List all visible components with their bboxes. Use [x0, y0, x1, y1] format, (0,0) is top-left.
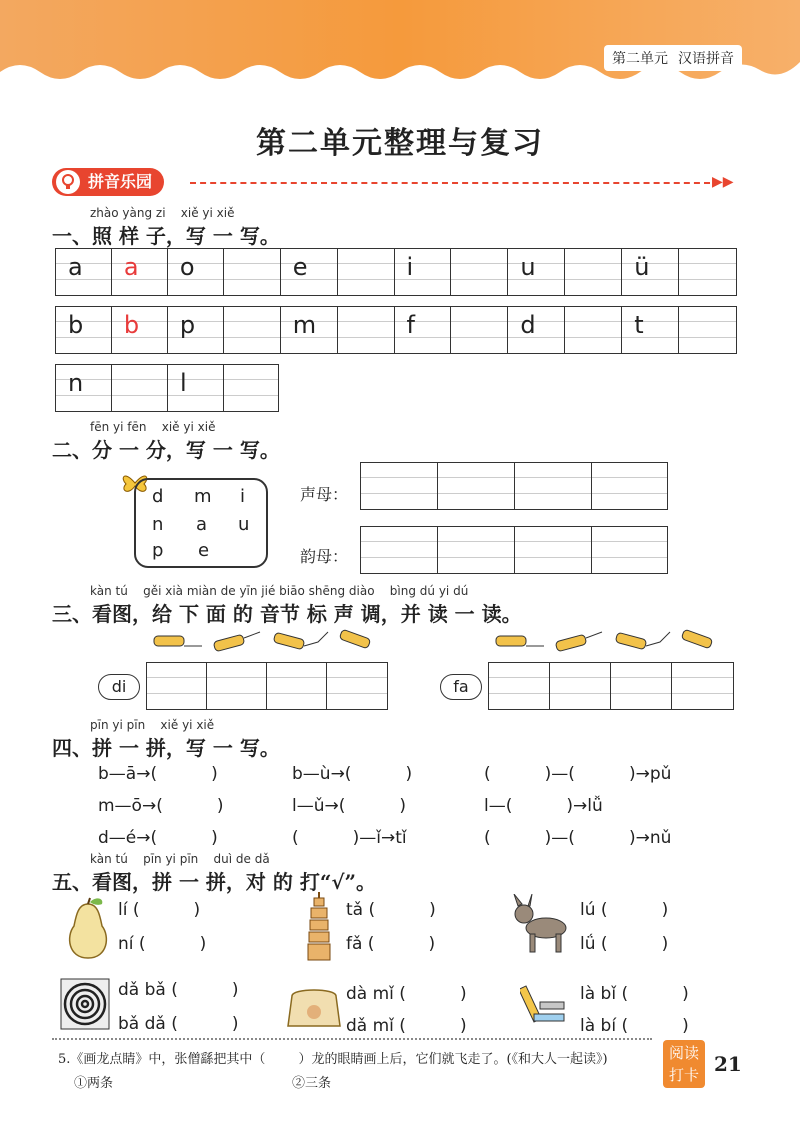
grid-cell: n [56, 365, 112, 411]
grid-cell[interactable] [611, 663, 672, 709]
q4-title: 四、拼 一 拼，写 一 写。 [52, 736, 280, 760]
grid-cell: b [56, 307, 112, 353]
section-arrow-icon: ▶▶ [712, 174, 734, 190]
grid-cell[interactable] [565, 249, 622, 295]
letter: a [196, 514, 208, 535]
pagoda-icon [302, 892, 336, 968]
grid-cell: ü [622, 249, 679, 295]
grid-cell: t [622, 307, 679, 353]
page-number: 21 [714, 1052, 742, 1076]
grid-cell: l [168, 365, 224, 411]
footer-divider [52, 1038, 652, 1040]
q1-grid-row3 [55, 364, 279, 412]
q4-pinyin: pīn yi pīn xiě yi xiě [90, 718, 215, 732]
q1-pinyin: zhào yàng zi xiě yi xiě [90, 206, 235, 220]
q4-item[interactable]: b—ā→( ) [98, 764, 218, 784]
initials-label: 声母： [300, 485, 349, 504]
q3-title: 三、看图，给 下 面 的 音节 标 声 调，并 读 一 读。 [52, 602, 522, 626]
q5-option[interactable]: dǎ mǐ ( ) [346, 1016, 467, 1036]
q1-grid-row1 [55, 248, 737, 296]
grid-cell[interactable] [224, 249, 281, 295]
grid-cell[interactable]: a [112, 249, 168, 295]
section-label-text: 拼音乐园 [88, 172, 153, 191]
badge-line1: 阅读 [668, 1044, 699, 1062]
grid-cell[interactable] [565, 307, 622, 353]
q5-option[interactable]: lú ( ) [580, 900, 669, 920]
reading-option-2[interactable]: ②三条 [292, 1076, 332, 1091]
q5-title: 五、看图，拼 一 拼，对 的 打“√”。 [52, 870, 377, 894]
letter: p [152, 540, 164, 561]
q5-option[interactable]: là bǐ ( ) [580, 984, 689, 1004]
grid-cell: i [395, 249, 452, 295]
letter: i [240, 486, 246, 507]
q1-title: 一、照 样 子，写 一 写。 [52, 224, 280, 248]
initials-grid [360, 462, 668, 510]
donkey-icon [508, 894, 574, 960]
q2-title: 二、分 一 分，写 一 写。 [52, 438, 280, 462]
q4-item[interactable]: l—( )→lǚ [484, 796, 603, 816]
q1-grid-row2 [55, 306, 737, 354]
grid-cell[interactable] [438, 463, 515, 509]
tone-grid-left [146, 662, 388, 710]
grid-cell[interactable] [338, 249, 395, 295]
q5-option[interactable]: lǘ ( ) [580, 934, 669, 954]
grid-cell: u [508, 249, 565, 295]
section-label [52, 168, 164, 196]
grid-cell: m [281, 307, 338, 353]
grid-cell[interactable] [592, 463, 667, 509]
letter: n [152, 514, 164, 535]
badge-line2: 打卡 [668, 1066, 699, 1084]
grid-cell[interactable] [679, 307, 736, 353]
q3-pinyin: kàn tú gěi xià miàn de yīn jié biāo shēng diào bìng dú yi dú [90, 584, 469, 598]
tone-car-icons-right [492, 628, 732, 660]
q4-item[interactable]: b—ù→( ) [292, 764, 413, 784]
finals-label: 韵母： [300, 547, 349, 566]
grid-cell: p [168, 307, 224, 353]
grid-cell[interactable] [361, 463, 438, 509]
reading-option-1[interactable]: ①两条 [74, 1076, 114, 1091]
grid-cell: e [281, 249, 338, 295]
grid-cell[interactable] [451, 307, 508, 353]
q5-option[interactable]: dà mǐ ( ) [346, 984, 467, 1004]
q4-item[interactable]: d—é→( ) [98, 828, 218, 848]
grid-cell: f [395, 307, 452, 353]
q4-item[interactable]: l—ǔ→( ) [292, 796, 407, 816]
q4-item[interactable]: ( )—( )→nǔ [484, 828, 672, 848]
grid-cell[interactable] [224, 365, 278, 411]
finals-grid [360, 526, 668, 574]
reading-checkin-badge[interactable] [663, 1040, 705, 1088]
q4-item[interactable]: ( )—( )→pǔ [484, 764, 672, 784]
grid-cell[interactable] [489, 663, 550, 709]
grid-cell[interactable] [267, 663, 327, 709]
q2-pinyin: fēn yi fēn xiě yi xiě [90, 420, 216, 434]
grid-cell[interactable] [592, 527, 667, 573]
reading-question: 5.《画龙点睛》中，张僧繇把其中（ ）龙的眼睛画上后，它们就飞走了。(《和大人一起读》) [58, 1052, 608, 1067]
grid-cell: d [508, 307, 565, 353]
q5-option[interactable]: tǎ ( ) [346, 900, 436, 920]
letter-box [134, 478, 268, 568]
grid-cell[interactable] [515, 463, 592, 509]
unit-topic: 汉语拼音 [678, 51, 734, 67]
q5-option[interactable]: dǎ bǎ ( ) [118, 980, 239, 1000]
grid-cell[interactable] [147, 663, 207, 709]
section-divider [190, 182, 710, 184]
grid-cell[interactable]: b [112, 307, 168, 353]
q5-option[interactable]: bǎ dǎ ( ) [118, 1014, 239, 1034]
q5-option[interactable]: là bí ( ) [580, 1016, 689, 1036]
syllable-fa: fa [440, 674, 482, 700]
grid-cell[interactable] [515, 527, 592, 573]
unit-name: 第二单元 [612, 51, 668, 67]
grid-cell[interactable] [112, 365, 168, 411]
q5-option[interactable]: ní ( ) [118, 934, 207, 954]
grid-cell[interactable] [451, 249, 508, 295]
crayons-icon [520, 980, 568, 1036]
grid-cell[interactable] [207, 663, 267, 709]
grid-cell[interactable] [338, 307, 395, 353]
q5-option[interactable]: fǎ ( ) [346, 934, 436, 954]
letter: m [194, 486, 212, 507]
grid-cell[interactable] [327, 663, 387, 709]
grid-cell[interactable] [361, 527, 438, 573]
target-icon [60, 978, 110, 1034]
grid-cell[interactable] [679, 249, 736, 295]
letter: u [238, 514, 250, 535]
grid-cell: o [168, 249, 224, 295]
grid-cell[interactable] [550, 663, 611, 709]
syllable-di: di [98, 674, 140, 700]
rice-bag-icon [286, 982, 342, 1034]
grid-cell: a [56, 249, 112, 295]
page-title: 第二单元整理与复习 [256, 126, 544, 161]
pear-icon [60, 896, 116, 966]
letter: e [198, 540, 210, 561]
q5-pinyin: kàn tú pīn yi pīn duì de dǎ [90, 852, 270, 866]
letter: d [152, 486, 164, 507]
tone-car-icons-left [150, 628, 390, 660]
lightbulb-icon [56, 170, 80, 194]
grid-cell[interactable] [438, 527, 515, 573]
q5-option[interactable]: lí ( ) [118, 900, 201, 920]
q4-item[interactable]: ( )—ǐ→tǐ [292, 828, 407, 848]
unit-tag [604, 45, 742, 71]
grid-cell[interactable] [672, 663, 733, 709]
q4-item[interactable]: m—ō→( ) [98, 796, 224, 816]
tone-grid-right [488, 662, 734, 710]
grid-cell[interactable] [224, 307, 281, 353]
